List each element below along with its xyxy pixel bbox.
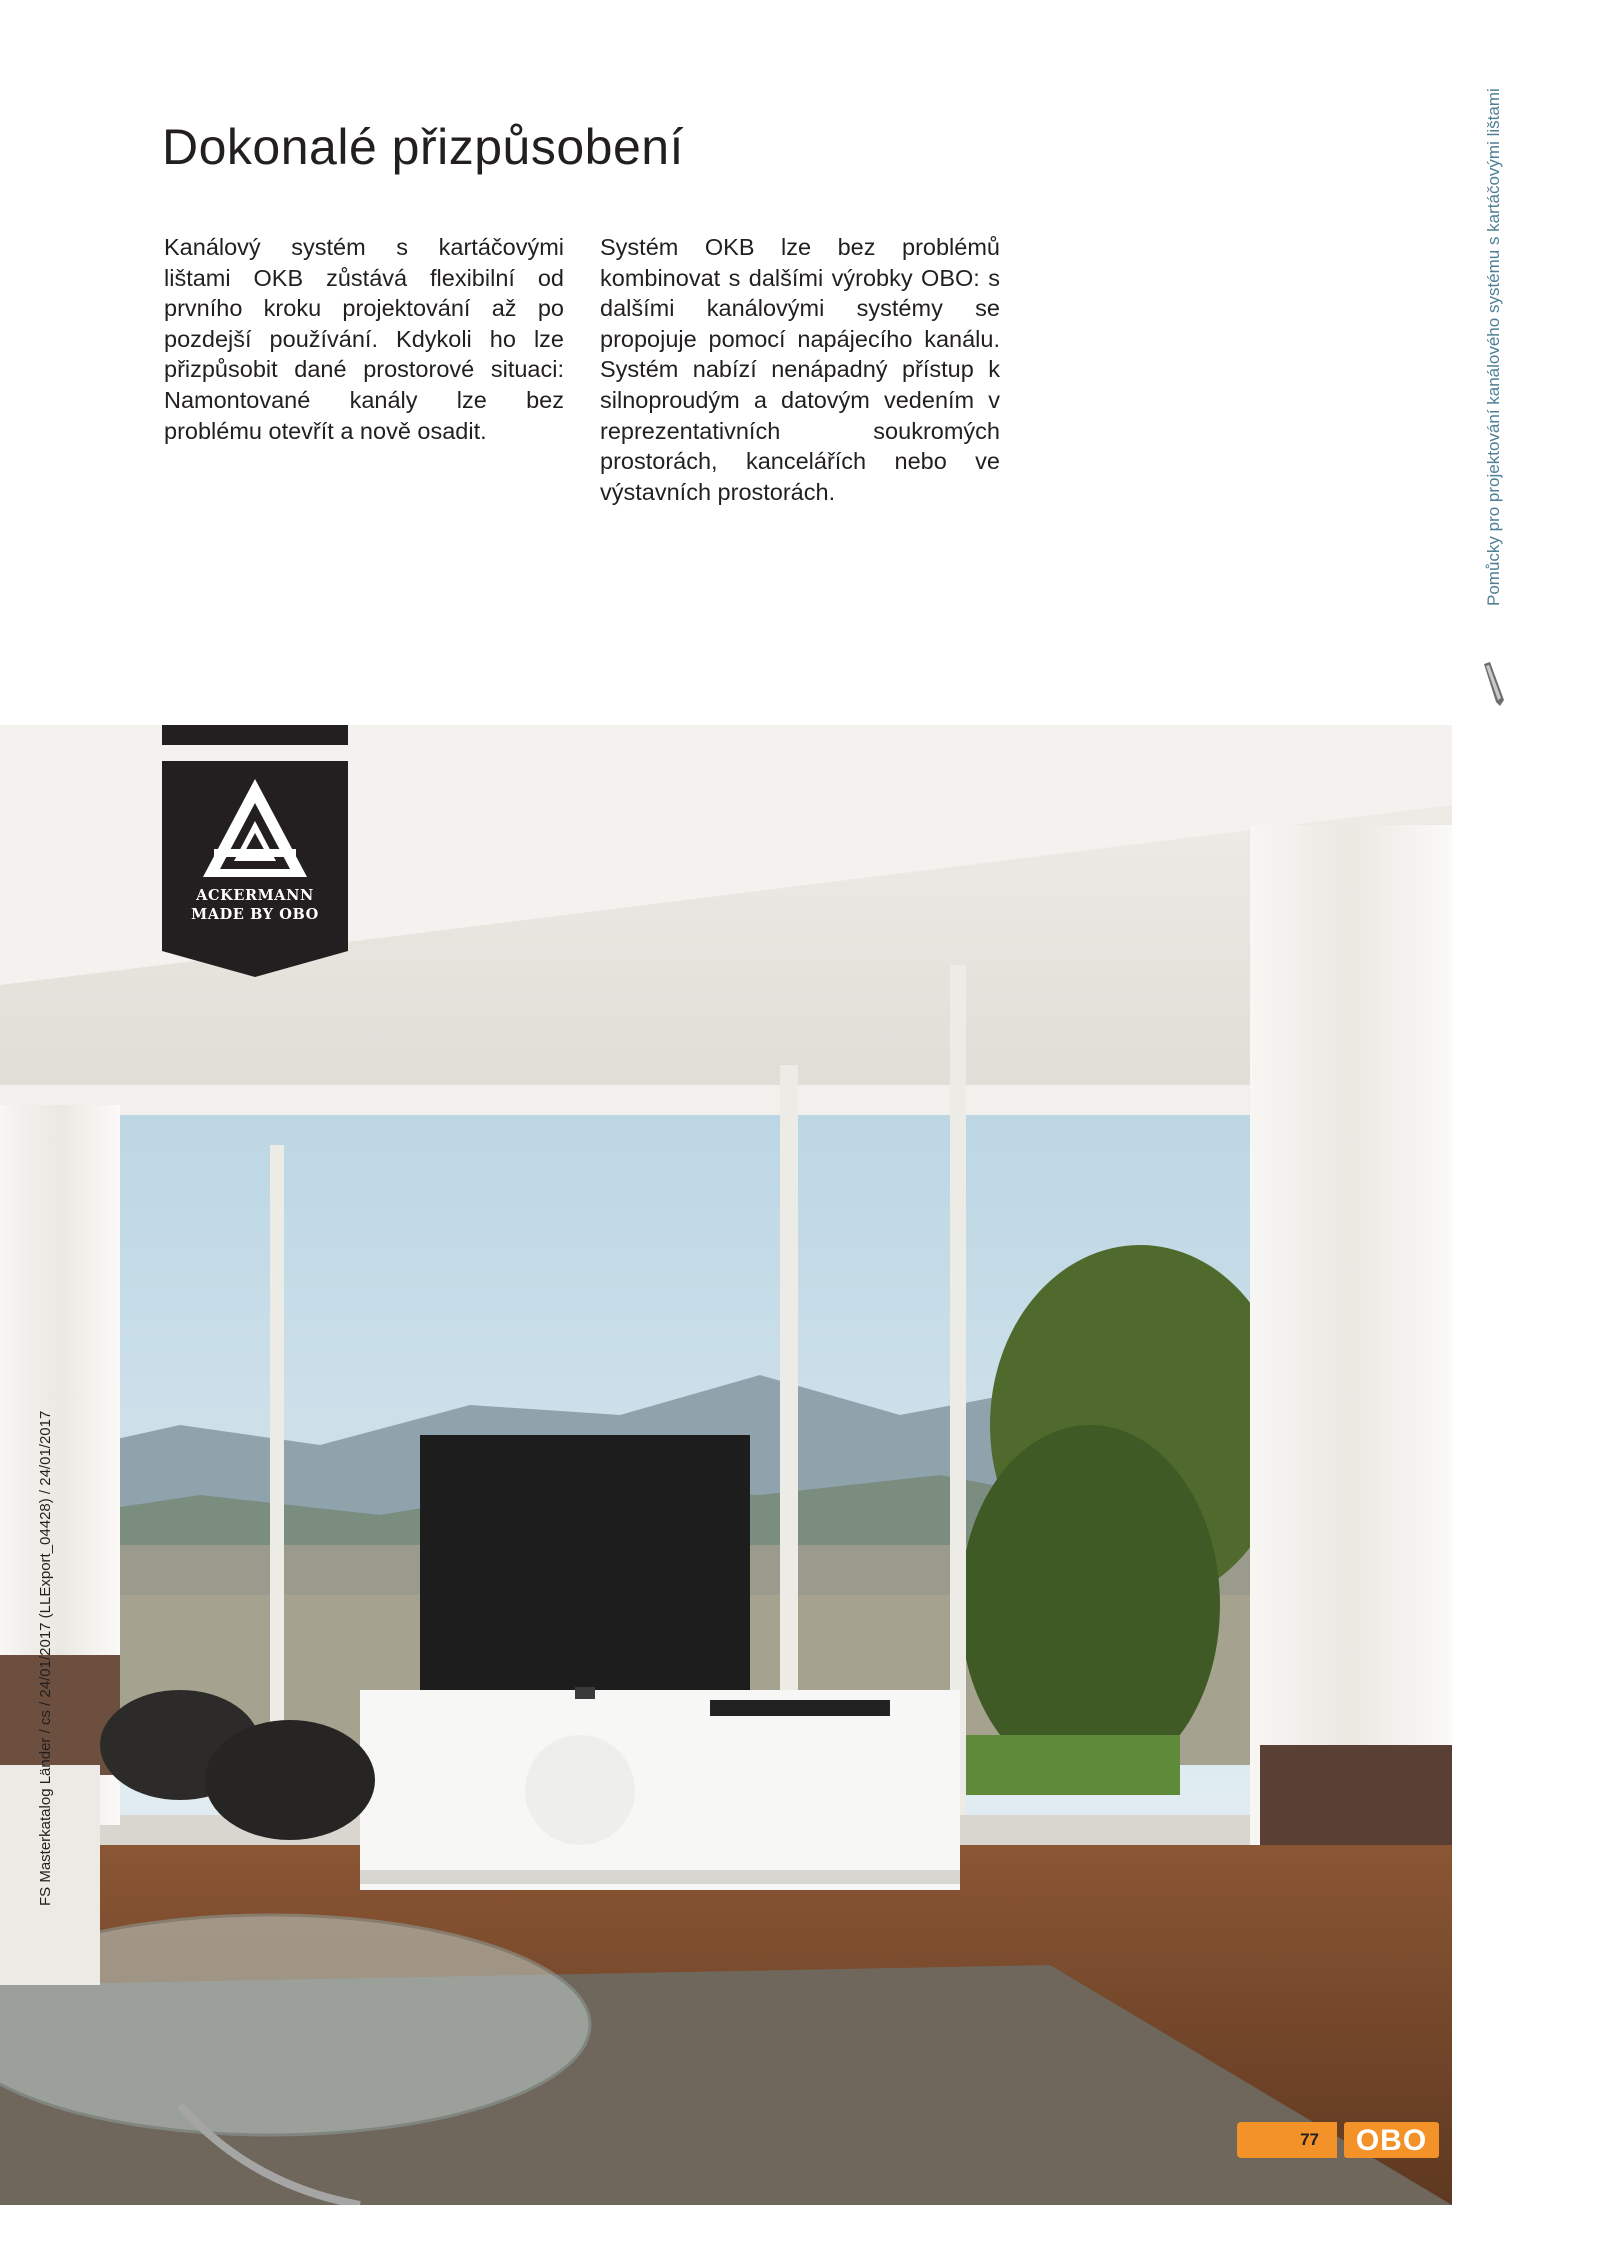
imprint-line: FS Masterkatalog Länder / cs / 24/01/2017 (LLExport_04428) / 24/01/2017: [37, 1410, 54, 1906]
page-title: Dokonalé přizpůsobení: [162, 119, 684, 175]
pen-icon: [1480, 662, 1508, 708]
obo-logo-text: OBO: [1355, 2124, 1428, 2157]
text-column-left: Kanálový systém s kartáčovými lištami OKB zůstává flexibilní od prvního kroku projektování až po pozdejší používání. Kdykoli ho lze přizpůsobit dané prostorové situaci: Namontované kanály lze bez problému otevřít a nově osadit.: [164, 234, 564, 444]
chapter-side-label: Pomůcky pro projektování kanálového systému s kartáčovými lištami: [1484, 88, 1503, 606]
page-number: 77: [1300, 2130, 1319, 2149]
text-column-right: Systém OKB lze bez problémů kombinovat s dalšími výrobky OBO: s dalšími kanálovými systémy se propojuje pomocí napájecího kanálu. Systém nabízí nenápadný přístup k silnoproudým a datovým vedením v reprezentativních soukromých prostorách, kancelářích nebo ve výstavních prostorách.: [600, 234, 1000, 505]
badge-line-1: ACKERMANN: [196, 887, 314, 904]
ackermann-badge: [162, 725, 348, 977]
obo-logo: [1344, 2122, 1439, 2158]
badge-line-2: MADE BY OBO: [191, 906, 319, 923]
